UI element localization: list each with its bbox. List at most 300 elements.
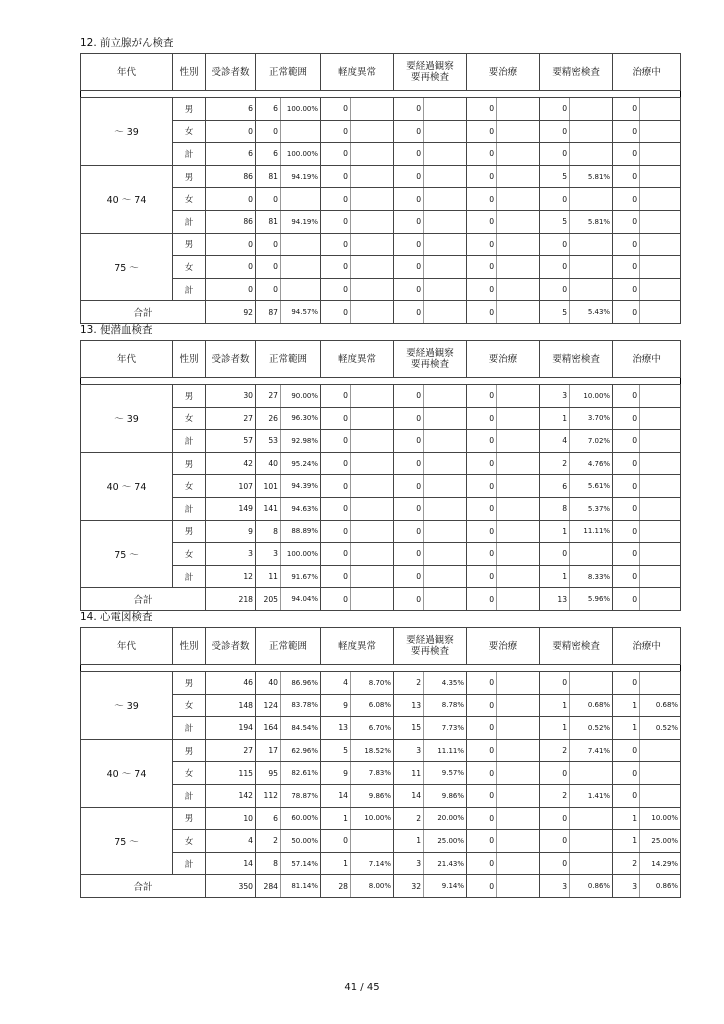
obs-pct-cell: 20.00% — [424, 807, 467, 830]
under-pct-cell — [640, 520, 681, 543]
treat-pct-cell — [497, 497, 540, 520]
total-row — [81, 875, 681, 898]
detail-pct-cell: 7.41% — [570, 739, 613, 762]
header-treat: 要治療 — [467, 54, 540, 91]
mild-count-cell: 14 — [321, 784, 351, 807]
detail-pct-cell — [570, 830, 613, 853]
normal-pct-cell — [281, 233, 321, 256]
normal-pct-cell: 94.19% — [281, 210, 321, 233]
detail-count-cell: 2 — [540, 784, 570, 807]
normal-pct-cell: 94.57% — [281, 301, 321, 324]
treat-count-cell: 0 — [467, 672, 497, 695]
obs-count-cell: 13 — [394, 694, 424, 717]
under-pct-cell — [640, 784, 681, 807]
normal-pct-cell: 94.63% — [281, 497, 321, 520]
under-pct-cell — [640, 210, 681, 233]
obs-pct-cell — [424, 588, 467, 611]
normal-count-cell: 124 — [256, 694, 281, 717]
total-row — [81, 588, 681, 611]
under-count-cell: 0 — [613, 278, 640, 301]
mild-count-cell: 0 — [321, 120, 351, 143]
obs-count-cell: 0 — [394, 98, 424, 121]
treat-count-cell: 0 — [467, 762, 497, 785]
sex-cell: 女 — [173, 475, 206, 498]
detail-count-cell: 0 — [540, 852, 570, 875]
examinees-cell: 149 — [206, 497, 256, 520]
section-ecg — [80, 610, 680, 898]
under-count-cell: 0 — [613, 520, 640, 543]
under-pct-cell — [640, 120, 681, 143]
examinees-cell: 142 — [206, 784, 256, 807]
detail-pct-cell: 5.81% — [570, 210, 613, 233]
age-group-cell: ～ 39 — [81, 385, 173, 453]
mild-count-cell: 5 — [321, 739, 351, 762]
mild-pct-cell: 7.83% — [351, 762, 394, 785]
detail-count-cell: 0 — [540, 98, 570, 121]
detail-count-cell: 13 — [540, 588, 570, 611]
under-count-cell: 0 — [613, 784, 640, 807]
header-row — [81, 628, 681, 665]
header-row — [81, 341, 681, 378]
detail-count-cell: 8 — [540, 497, 570, 520]
normal-count-cell: 6 — [256, 807, 281, 830]
mild-count-cell: 4 — [321, 672, 351, 695]
normal-pct-cell: 96.30% — [281, 407, 321, 430]
obs-count-cell: 0 — [394, 543, 424, 566]
section-prostate-cancer — [80, 36, 680, 324]
header-sex: 性別 — [173, 628, 206, 665]
under-count-cell: 0 — [613, 120, 640, 143]
age-group-cell: 40 ～ 74 — [81, 165, 173, 233]
header-age: 年代 — [81, 341, 173, 378]
normal-count-cell: 53 — [256, 430, 281, 453]
normal-count-cell: 0 — [256, 188, 281, 211]
detail-count-cell: 0 — [540, 278, 570, 301]
mild-count-cell: 9 — [321, 762, 351, 785]
header-observe — [394, 628, 467, 665]
normal-count-cell: 17 — [256, 739, 281, 762]
examinees-cell: 107 — [206, 475, 256, 498]
sex-cell: 計 — [173, 210, 206, 233]
mild-pct-cell — [351, 430, 394, 453]
treat-count-cell: 0 — [467, 875, 497, 898]
header-detail: 要精密検査 — [540, 341, 613, 378]
normal-count-cell: 95 — [256, 762, 281, 785]
mild-count-cell: 0 — [321, 430, 351, 453]
mild-count-cell: 0 — [321, 543, 351, 566]
treat-count-cell: 0 — [467, 301, 497, 324]
under-pct-cell — [640, 165, 681, 188]
total-row — [81, 301, 681, 324]
sex-cell: 計 — [173, 430, 206, 453]
normal-pct-cell: 90.00% — [281, 385, 321, 408]
mild-count-cell: 0 — [321, 497, 351, 520]
obs-pct-cell — [424, 188, 467, 211]
treat-count-cell: 0 — [467, 497, 497, 520]
detail-pct-cell: 8.33% — [570, 565, 613, 588]
examinees-cell: 27 — [206, 739, 256, 762]
header-observe-line2: 要再検査 — [411, 646, 450, 657]
treat-pct-cell — [497, 784, 540, 807]
detail-count-cell: 2 — [540, 452, 570, 475]
under-count-cell: 0 — [613, 565, 640, 588]
under-count-cell: 0 — [613, 98, 640, 121]
under-pct-cell — [640, 739, 681, 762]
detail-count-cell: 5 — [540, 210, 570, 233]
detail-pct-cell: 5.81% — [570, 165, 613, 188]
header-under-treatment: 治療中 — [613, 628, 681, 665]
treat-count-cell: 0 — [467, 188, 497, 211]
normal-count-cell: 2 — [256, 830, 281, 853]
mild-count-cell: 0 — [321, 588, 351, 611]
detail-pct-cell: 5.43% — [570, 301, 613, 324]
sex-cell: 女 — [173, 188, 206, 211]
mild-pct-cell — [351, 588, 394, 611]
mild-count-cell: 0 — [321, 278, 351, 301]
normal-count-cell: 164 — [256, 717, 281, 740]
detail-pct-cell — [570, 233, 613, 256]
obs-pct-cell: 8.78% — [424, 694, 467, 717]
treat-pct-cell — [497, 762, 540, 785]
normal-pct-cell: 91.67% — [281, 565, 321, 588]
under-pct-cell — [640, 278, 681, 301]
obs-pct-cell — [424, 430, 467, 453]
sex-cell: 男 — [173, 233, 206, 256]
age-group-cell: 75 ～ — [81, 520, 173, 588]
header-normal: 正常範囲 — [256, 628, 321, 665]
detail-count-cell: 1 — [540, 407, 570, 430]
table-row — [81, 672, 681, 695]
detail-pct-cell — [570, 852, 613, 875]
sex-cell: 男 — [173, 165, 206, 188]
obs-count-cell: 0 — [394, 452, 424, 475]
under-count-cell: 0 — [613, 588, 640, 611]
header-observe-line2: 要再検査 — [411, 359, 450, 370]
detail-count-cell: 6 — [540, 475, 570, 498]
detail-pct-cell: 5.37% — [570, 497, 613, 520]
mild-count-cell: 0 — [321, 233, 351, 256]
detail-count-cell: 5 — [540, 165, 570, 188]
mild-count-cell: 1 — [321, 807, 351, 830]
under-pct-cell — [640, 233, 681, 256]
detail-pct-cell: 11.11% — [570, 520, 613, 543]
examinees-cell: 350 — [206, 875, 256, 898]
mild-pct-cell — [351, 543, 394, 566]
under-pct-cell — [640, 188, 681, 211]
mild-count-cell: 13 — [321, 717, 351, 740]
detail-pct-cell — [570, 278, 613, 301]
obs-count-cell: 0 — [394, 301, 424, 324]
obs-count-cell: 0 — [394, 278, 424, 301]
examinees-cell: 92 — [206, 301, 256, 324]
examinees-cell: 0 — [206, 278, 256, 301]
under-pct-cell — [640, 475, 681, 498]
normal-pct-cell: 78.87% — [281, 784, 321, 807]
normal-count-cell: 6 — [256, 98, 281, 121]
normal-pct-cell — [281, 120, 321, 143]
under-count-cell: 0 — [613, 143, 640, 166]
treat-pct-cell — [497, 301, 540, 324]
mild-count-cell: 0 — [321, 830, 351, 853]
treat-pct-cell — [497, 588, 540, 611]
under-pct-cell — [640, 672, 681, 695]
obs-count-cell: 0 — [394, 430, 424, 453]
detail-pct-cell: 1.41% — [570, 784, 613, 807]
header-observe-line1: 要経過観察 — [406, 635, 454, 646]
under-pct-cell — [640, 301, 681, 324]
mild-count-cell: 0 — [321, 98, 351, 121]
normal-count-cell: 112 — [256, 784, 281, 807]
mild-pct-cell — [351, 475, 394, 498]
header-under-treatment: 治療中 — [613, 341, 681, 378]
mild-pct-cell — [351, 565, 394, 588]
treat-count-cell: 0 — [467, 256, 497, 279]
header-observe — [394, 341, 467, 378]
under-count-cell: 0 — [613, 497, 640, 520]
age-group-cell: 75 ～ — [81, 807, 173, 875]
mild-count-cell: 0 — [321, 301, 351, 324]
mild-pct-cell — [351, 407, 394, 430]
detail-pct-cell: 0.68% — [570, 694, 613, 717]
obs-count-cell: 1 — [394, 830, 424, 853]
header-examinees: 受診者数 — [206, 54, 256, 91]
detail-count-cell: 1 — [540, 565, 570, 588]
under-count-cell: 2 — [613, 852, 640, 875]
obs-pct-cell — [424, 301, 467, 324]
sex-cell: 男 — [173, 807, 206, 830]
normal-count-cell: 101 — [256, 475, 281, 498]
header-treat: 要治療 — [467, 628, 540, 665]
total-label-cell: 合計 — [81, 301, 206, 324]
header-age: 年代 — [81, 628, 173, 665]
normal-pct-cell: 100.00% — [281, 98, 321, 121]
header-mild: 軽度異常 — [321, 54, 394, 91]
examinees-cell: 218 — [206, 588, 256, 611]
examinees-cell: 86 — [206, 165, 256, 188]
detail-count-cell: 2 — [540, 739, 570, 762]
obs-count-cell: 14 — [394, 784, 424, 807]
treat-count-cell: 0 — [467, 430, 497, 453]
table-row — [81, 520, 681, 543]
treat-count-cell: 0 — [467, 165, 497, 188]
examinees-cell: 12 — [206, 565, 256, 588]
normal-pct-cell: 94.39% — [281, 475, 321, 498]
examinees-cell: 6 — [206, 98, 256, 121]
normal-count-cell: 0 — [256, 256, 281, 279]
obs-count-cell: 32 — [394, 875, 424, 898]
obs-count-cell: 0 — [394, 520, 424, 543]
under-pct-cell — [640, 98, 681, 121]
spacer-cell — [81, 378, 681, 385]
obs-pct-cell: 21.43% — [424, 852, 467, 875]
under-pct-cell — [640, 565, 681, 588]
normal-pct-cell — [281, 278, 321, 301]
obs-pct-cell — [424, 385, 467, 408]
treat-pct-cell — [497, 830, 540, 853]
obs-count-cell: 0 — [394, 407, 424, 430]
section-title: 13. 便潜血検査 — [80, 324, 153, 336]
mild-pct-cell — [351, 301, 394, 324]
obs-pct-cell — [424, 256, 467, 279]
detail-pct-cell: 0.52% — [570, 717, 613, 740]
obs-pct-cell: 9.86% — [424, 784, 467, 807]
under-pct-cell — [640, 385, 681, 408]
mild-count-cell: 28 — [321, 875, 351, 898]
detail-count-cell: 1 — [540, 694, 570, 717]
examinees-cell: 46 — [206, 672, 256, 695]
normal-pct-cell: 95.24% — [281, 452, 321, 475]
mild-pct-cell — [351, 143, 394, 166]
detail-count-cell: 0 — [540, 672, 570, 695]
under-count-cell: 0 — [613, 739, 640, 762]
normal-count-cell: 8 — [256, 520, 281, 543]
under-pct-cell — [640, 452, 681, 475]
header-sex: 性別 — [173, 54, 206, 91]
normal-pct-cell: 100.00% — [281, 543, 321, 566]
header-sex: 性別 — [173, 341, 206, 378]
header-row — [81, 54, 681, 91]
treat-pct-cell — [497, 98, 540, 121]
age-group-cell: 75 ～ — [81, 233, 173, 301]
normal-pct-cell: 94.19% — [281, 165, 321, 188]
sex-cell: 計 — [173, 717, 206, 740]
obs-count-cell: 15 — [394, 717, 424, 740]
normal-count-cell: 27 — [256, 385, 281, 408]
treat-pct-cell — [497, 385, 540, 408]
sex-cell: 男 — [173, 672, 206, 695]
mild-count-cell: 0 — [321, 165, 351, 188]
under-count-cell: 1 — [613, 807, 640, 830]
under-count-cell: 0 — [613, 188, 640, 211]
examinees-cell: 148 — [206, 694, 256, 717]
examinees-cell: 30 — [206, 385, 256, 408]
table-row — [81, 739, 681, 762]
under-count-cell: 0 — [613, 385, 640, 408]
normal-count-cell: 26 — [256, 407, 281, 430]
detail-pct-cell — [570, 807, 613, 830]
table-row — [81, 807, 681, 830]
header-under-treatment: 治療中 — [613, 54, 681, 91]
mild-count-cell: 1 — [321, 852, 351, 875]
detail-count-cell: 0 — [540, 762, 570, 785]
obs-pct-cell — [424, 497, 467, 520]
total-label-cell: 合計 — [81, 588, 206, 611]
detail-pct-cell — [570, 120, 613, 143]
obs-count-cell: 0 — [394, 497, 424, 520]
treat-count-cell: 0 — [467, 784, 497, 807]
results-table — [80, 53, 681, 324]
detail-pct-cell: 5.96% — [570, 588, 613, 611]
header-age: 年代 — [81, 54, 173, 91]
obs-pct-cell — [424, 452, 467, 475]
sex-cell: 計 — [173, 852, 206, 875]
mild-pct-cell — [351, 497, 394, 520]
normal-pct-cell: 81.14% — [281, 875, 321, 898]
normal-pct-cell — [281, 256, 321, 279]
normal-count-cell: 8 — [256, 852, 281, 875]
treat-count-cell: 0 — [467, 98, 497, 121]
treat-count-cell: 0 — [467, 452, 497, 475]
obs-pct-cell: 9.14% — [424, 875, 467, 898]
detail-pct-cell — [570, 256, 613, 279]
obs-pct-cell: 9.57% — [424, 762, 467, 785]
normal-count-cell: 205 — [256, 588, 281, 611]
detail-count-cell: 0 — [540, 830, 570, 853]
obs-pct-cell: 7.73% — [424, 717, 467, 740]
treat-pct-cell — [497, 739, 540, 762]
detail-pct-cell — [570, 143, 613, 166]
table-row — [81, 233, 681, 256]
mild-pct-cell — [351, 98, 394, 121]
mild-pct-cell: 8.70% — [351, 672, 394, 695]
detail-pct-cell: 0.86% — [570, 875, 613, 898]
header-mild: 軽度異常 — [321, 341, 394, 378]
treat-count-cell: 0 — [467, 543, 497, 566]
obs-count-cell: 2 — [394, 672, 424, 695]
examinees-cell: 57 — [206, 430, 256, 453]
under-pct-cell — [640, 762, 681, 785]
detail-count-cell: 3 — [540, 385, 570, 408]
detail-count-cell: 3 — [540, 875, 570, 898]
header-examinees: 受診者数 — [206, 628, 256, 665]
obs-pct-cell — [424, 120, 467, 143]
obs-pct-cell — [424, 407, 467, 430]
mild-pct-cell — [351, 210, 394, 233]
treat-count-cell: 0 — [467, 830, 497, 853]
obs-pct-cell: 25.00% — [424, 830, 467, 853]
obs-count-cell: 0 — [394, 385, 424, 408]
under-count-cell: 0 — [613, 475, 640, 498]
examinees-cell: 0 — [206, 256, 256, 279]
treat-count-cell: 0 — [467, 143, 497, 166]
mild-count-cell: 0 — [321, 565, 351, 588]
obs-count-cell: 11 — [394, 762, 424, 785]
treat-pct-cell — [497, 875, 540, 898]
table-row — [81, 385, 681, 408]
normal-count-cell: 141 — [256, 497, 281, 520]
under-pct-cell — [640, 430, 681, 453]
treat-count-cell: 0 — [467, 385, 497, 408]
mild-pct-cell — [351, 256, 394, 279]
treat-count-cell: 0 — [467, 565, 497, 588]
normal-pct-cell: 62.96% — [281, 739, 321, 762]
spacer-row — [81, 378, 681, 385]
detail-pct-cell — [570, 98, 613, 121]
obs-pct-cell — [424, 543, 467, 566]
detail-pct-cell — [570, 672, 613, 695]
normal-pct-cell: 94.04% — [281, 588, 321, 611]
under-count-cell: 0 — [613, 210, 640, 233]
treat-count-cell: 0 — [467, 852, 497, 875]
header-detail: 要精密検査 — [540, 54, 613, 91]
under-pct-cell — [640, 143, 681, 166]
under-pct-cell — [640, 497, 681, 520]
normal-pct-cell: 82.61% — [281, 762, 321, 785]
obs-count-cell: 3 — [394, 739, 424, 762]
examinees-cell: 6 — [206, 143, 256, 166]
under-pct-cell — [640, 588, 681, 611]
obs-count-cell: 0 — [394, 475, 424, 498]
sex-cell: 計 — [173, 143, 206, 166]
normal-count-cell: 3 — [256, 543, 281, 566]
sex-cell: 女 — [173, 543, 206, 566]
examinees-cell: 0 — [206, 188, 256, 211]
sex-cell: 男 — [173, 452, 206, 475]
treat-count-cell: 0 — [467, 475, 497, 498]
mild-pct-cell — [351, 385, 394, 408]
header-observe — [394, 54, 467, 91]
mild-pct-cell: 18.52% — [351, 739, 394, 762]
